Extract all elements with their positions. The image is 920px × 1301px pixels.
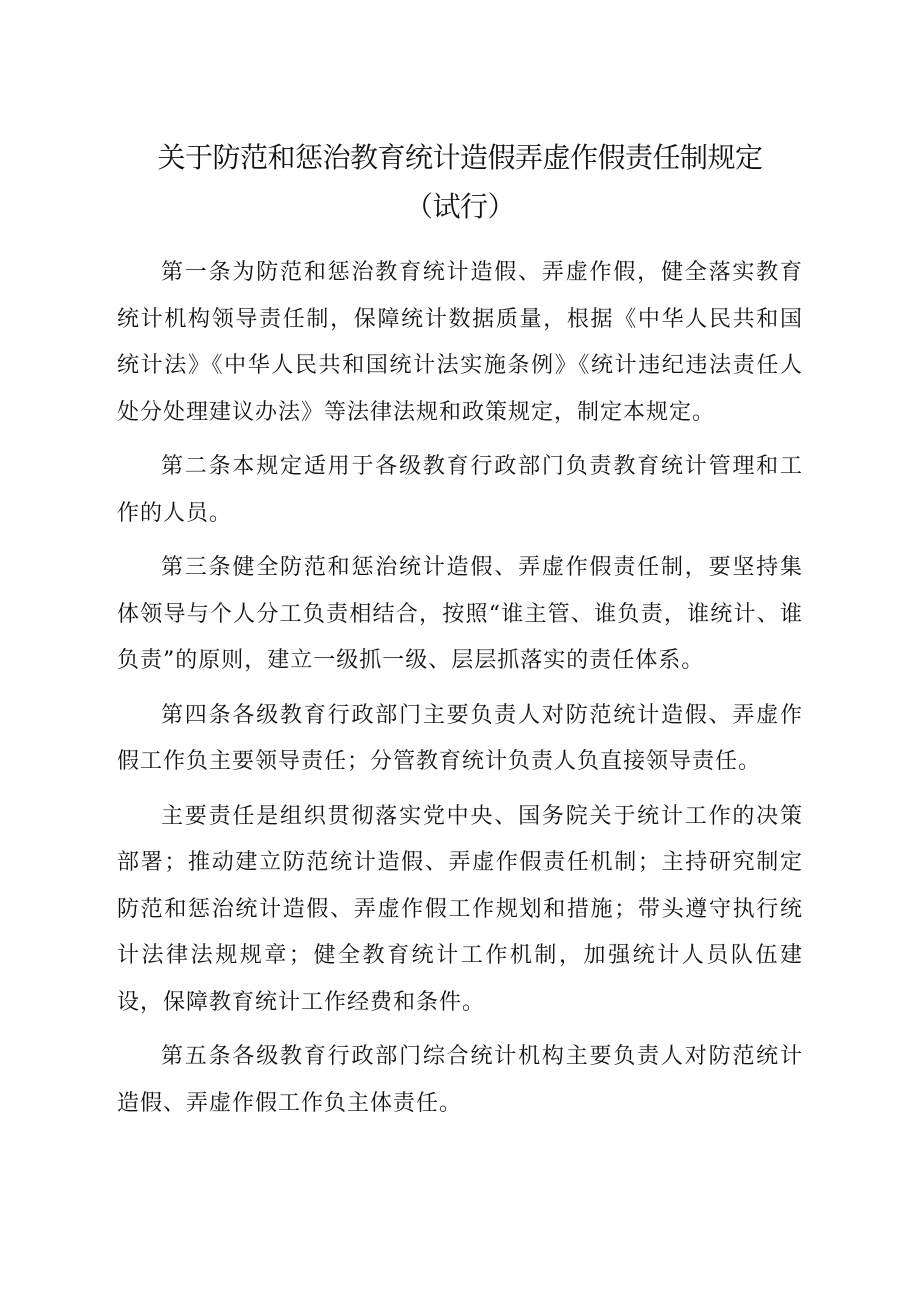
paragraph-main-responsibilities: 主要责任是组织贯彻落实党中央、国务院关于统计工作的决策部署；推动建立防范统计造假、弄虚作假责任机制；主持研究制定防范和惩治统计造假、弄虚作假工作规划和措施；带头遵守执行统计法律法规规章；健全教育统计工作机制，加强统计人员队伍建设，保障教育统计工作经费和条件。 (117, 803, 803, 1015)
paragraph-article-4: 第四条各级教育行政部门主要负责人对防范统计造假、弄虚作假工作负主要领导责任；分管教育统计负责人负直接领导责任。 (117, 702, 803, 774)
document-subtitle: （试行） (404, 190, 515, 223)
paragraph-article-1: 第一条为防范和惩治教育统计造假、弄虚作假，健全落实教育统计机构领导责任制，保障统计数据质量，根据《中华人民共和国统计法》《中华人民共和国统计法实施条例》《统计违纪违法责任人处分处理建议办法》等法律法规和政策规定，制定本规定。 (117, 260, 803, 425)
paragraph-article-5: 第五条各级教育行政部门综合统计机构主要负责人对防范统计造假、弄虚作假工作负主体责任。 (117, 1044, 803, 1116)
document-title: 关于防范和惩治教育统计造假弄虚作假责任制规定 (157, 141, 763, 174)
paragraph-article-3: 第三条健全防范和惩治统计造假、弄虚作假责任制，要坚持集体领导与个人分工负责相结合，按照“谁主管、谁负责，谁统计、谁负责”的原则，建立一级抓一级、层层抓落实的责任体系。 (117, 555, 803, 673)
paragraph-article-2: 第二条本规定适用于各级教育行政部门负责教育统计管理和工作的人员。 (117, 454, 803, 526)
document-body (117, 250, 803, 1135)
